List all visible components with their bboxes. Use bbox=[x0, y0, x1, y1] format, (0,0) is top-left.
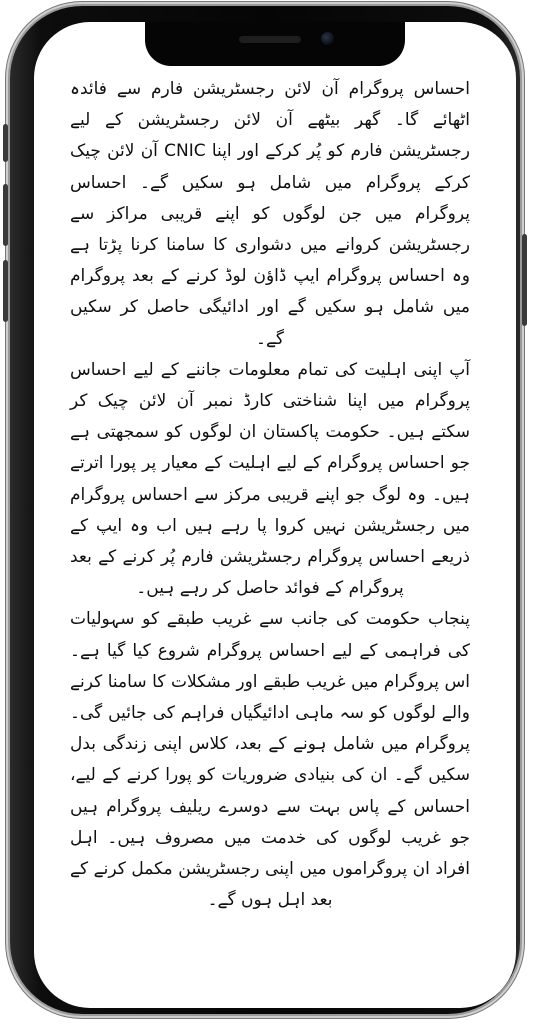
article-paragraph-3: پنجاب حکومت کی جانب سے غریب طبقے کو سہولیات کی فراہمی کے لیے احساس پروگرام شروع کیا گیا ہے۔ اس پروگرام میں غریب طبقے اور مشکلات کا سامنا کرنے والے لوگوں کو سہ ماہی ادائیگیاں فراہم کی جائیں گی۔ پروگرام میں شامل ہونے کے بعد، کلاس اپنی زندگی بدل سکیں گے۔ ان کی بنیادی ضروریات کو پورا کرنے کے لیے، احساس کے پاس بہت سے دوسرے ریلیف پروگرام ہیں جو غریب لوگوں کی خدمت میں مصروف ہیں۔ اہل افراد ان پروگراموں میں اپنی رجسٹریشن مکمل کرنے کے بعد اہل ہوں گے۔ bbox=[70, 609, 470, 911]
silent-switch bbox=[3, 124, 8, 162]
volume-down-button bbox=[3, 260, 8, 322]
article-body bbox=[70, 74, 470, 994]
article-paragraph-2: آپ اپنی اہلیت کی تمام معلومات جاننے کے لیے احساس پروگرام میں اپنا شناختی کارڈ نمبر آن لائن چیک کر سکتے ہیں۔ حکومت پاکستان ان لوگوں کو سمجھتی ہے جو احساس پروگرام کے لیے اہلیت کے معیار پر پورا اترتے ہیں۔ وہ لوگ جو اپنے قریبی مرکز سے احساس پروگرام میں رجسٹریشن نہیں کروا پا رہے ہیں اب وہ ایپ کے ذریعے احساس پروگرام رجسٹریشن فارم پُر کرنے کے بعد پروگرام کے فوائد حاصل کر رہے ہیں۔ bbox=[70, 359, 470, 599]
power-button bbox=[522, 234, 527, 326]
notch bbox=[145, 22, 405, 66]
front-camera-icon bbox=[321, 32, 334, 45]
volume-up-button bbox=[3, 184, 8, 246]
article-paragraph-1: احساس پروگرام آن لائن رجسٹریشن فارم سے فائدہ اٹھائے گا۔ گھر بیٹھے آن لائن رجسٹریشن کے لیے رجسٹریشن فارم کو پُر کرکے اور اپنا CNIC آن لائن چیک کرکے پروگرام میں شامل ہو سکیں گے۔ احساس پروگرام میں جن لوگوں کو اپنے قریبی مراکز سے رجسٹریشن کروانے میں دشواری کا سامنا کرنا پڑتا ہے وہ احساس پروگرام ایپ ڈاؤن لوڈ کرنے کے بعد پروگرام میں شامل ہو سکیں گے اور ادائیگی حاصل کر سکیں گے۔ bbox=[70, 79, 471, 349]
phone-frame bbox=[10, 6, 520, 1014]
speaker-grille bbox=[239, 36, 301, 43]
